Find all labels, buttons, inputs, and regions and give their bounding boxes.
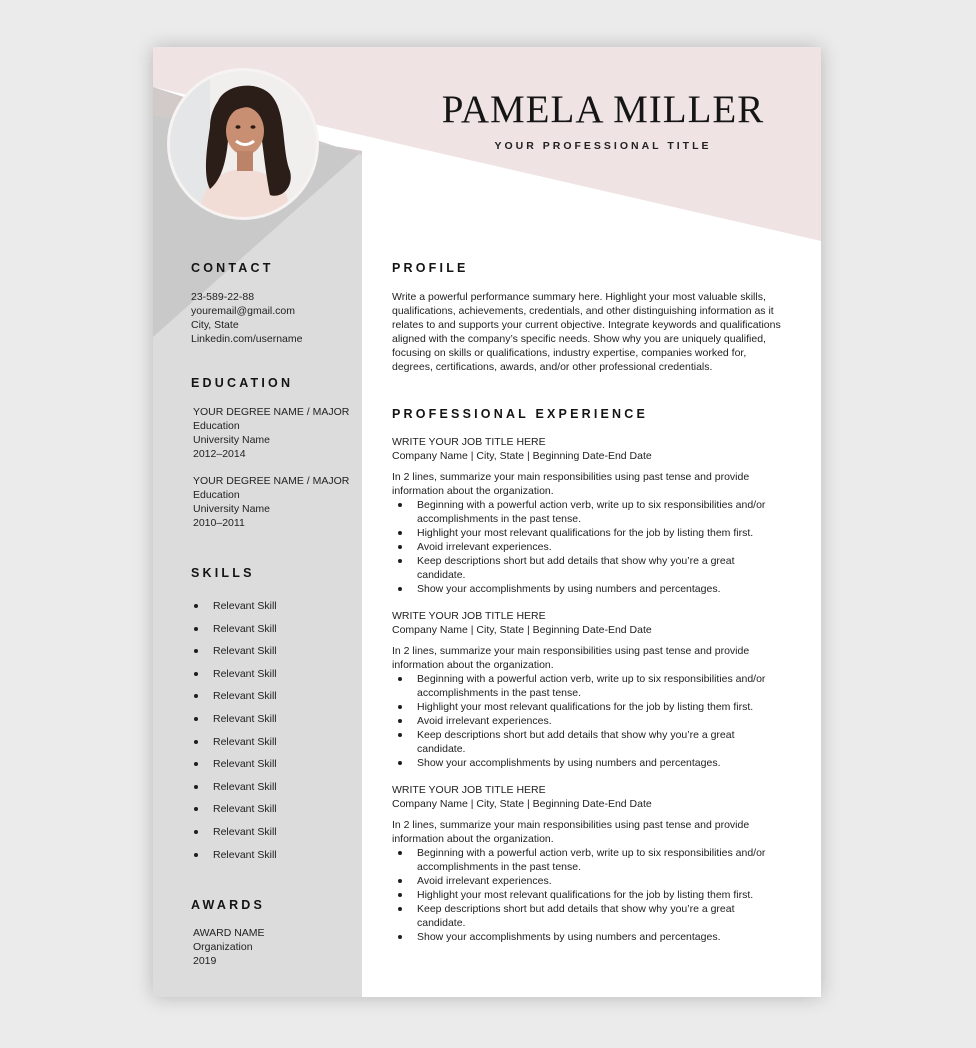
- award-year: 2019: [193, 955, 217, 968]
- skill-item: Relevant Skill: [191, 712, 361, 735]
- profile-photo: [170, 71, 316, 217]
- education-type: Education: [193, 420, 240, 432]
- profile-summary: Write a powerful performance summary here. Highlight your most valuable skills, qualifications, achievements, credentials, and other distinguishing information as it relates to and supports your current objective. Integrate keywords and qualifications aligned with the company’s specific needs. Show why you are uniquely qualified, focusing on skills or qualifications, industry expertise, companies worked for, degrees, certifications, awards, and/or other professional credentials.: [392, 291, 781, 373]
- bullet-item: Avoid irrelevant experiences.: [392, 714, 784, 728]
- bullet-item: Highlight your most relevant qualifications for the job by listing them first.: [392, 700, 784, 714]
- resume-page: [153, 47, 821, 997]
- bullet-item: Keep descriptions short but add details that show why you’re a great candidate.: [392, 554, 784, 582]
- bullet-item: Highlight your most relevant qualifications for the job by listing them first.: [392, 888, 784, 902]
- award-entry: [193, 926, 361, 968]
- education-heading: EDUCATION: [191, 376, 294, 390]
- job-title: WRITE YOUR JOB TITLE HERE: [392, 610, 546, 622]
- job-bullets: [392, 672, 784, 770]
- skill-item: Relevant Skill: [191, 802, 361, 825]
- skill-item: Relevant Skill: [191, 825, 361, 848]
- skill-item: Relevant Skill: [191, 780, 361, 803]
- job-entry: [392, 609, 784, 770]
- job-entry: [392, 435, 784, 596]
- bullet-item: Beginning with a powerful action verb, write up to six responsibilities and/or accomplishments in the past tense.: [392, 846, 784, 874]
- education-years: 2012–2014: [193, 448, 246, 460]
- contact-linkedin: Linkedin.com/username: [191, 333, 303, 345]
- skill-item: Relevant Skill: [191, 644, 361, 667]
- contact-section: [191, 261, 361, 346]
- contact-phone: 23-589-22-88: [191, 291, 255, 303]
- bullet-item: Show your accomplishments by using numbers and percentages.: [392, 582, 784, 596]
- left-column: [191, 261, 361, 968]
- awards-section: [191, 898, 361, 968]
- bullet-item: Highlight your most relevant qualifications for the job by listing them first.: [392, 526, 784, 540]
- degree-name: YOUR DEGREE NAME / MAJOR: [193, 475, 350, 487]
- profile-heading: PROFILE: [392, 261, 469, 275]
- skill-item: Relevant Skill: [191, 848, 361, 871]
- bullet-item: Keep descriptions short but add details that show why you’re a great candidate.: [392, 902, 784, 930]
- job-title: WRITE YOUR JOB TITLE HERE: [392, 436, 546, 448]
- experience-section: [392, 407, 784, 944]
- university-name: University Name: [193, 434, 271, 446]
- education-type: Education: [193, 489, 240, 501]
- award-organization: Organization: [193, 941, 253, 954]
- job-meta: Company Name | City, State | Beginning Date-End Date: [392, 798, 652, 810]
- job-meta: Company Name | City, State | Beginning Date-End Date: [392, 624, 652, 636]
- skill-item: Relevant Skill: [191, 599, 361, 622]
- skills-list: [191, 599, 361, 870]
- job-summary: In 2 lines, summarize your main responsibilities using past tense and provide information about the organization.: [392, 471, 750, 497]
- contact-email: youremail@gmail.com: [191, 305, 296, 317]
- award-name: AWARD NAME: [193, 927, 265, 940]
- skills-section: [191, 566, 361, 870]
- education-years: 2010–2011: [193, 517, 245, 529]
- degree-name: YOUR DEGREE NAME / MAJOR: [193, 406, 350, 418]
- job-summary: In 2 lines, summarize your main responsibilities using past tense and provide information about the organization.: [392, 819, 750, 845]
- job-bullets: [392, 498, 784, 596]
- education-entry: [193, 474, 361, 530]
- skill-item: Relevant Skill: [191, 735, 361, 758]
- experience-heading: PROFESSIONAL EXPERIENCE: [392, 407, 649, 421]
- candidate-name: PAMELA MILLER: [441, 88, 765, 131]
- education-entry: [193, 405, 361, 461]
- skill-item: Relevant Skill: [191, 689, 361, 712]
- right-column: [392, 261, 784, 944]
- skill-item: Relevant Skill: [191, 667, 361, 690]
- skill-item: Relevant Skill: [191, 622, 361, 645]
- skills-heading: SKILLS: [191, 566, 255, 580]
- bullet-item: Avoid irrelevant experiences.: [392, 874, 784, 888]
- bullet-item: Keep descriptions short but add details that show why you’re a great candidate.: [392, 728, 784, 756]
- portrait-image: [170, 71, 316, 217]
- contact-heading: CONTACT: [191, 261, 274, 275]
- job-summary: In 2 lines, summarize your main responsibilities using past tense and provide information about the organization.: [392, 645, 750, 671]
- profile-section: [392, 261, 784, 374]
- job-bullets: [392, 846, 784, 944]
- job-entry: [392, 783, 784, 944]
- university-name: University Name: [193, 503, 271, 515]
- job-title: WRITE YOUR JOB TITLE HERE: [392, 784, 546, 796]
- bullet-item: Show your accomplishments by using numbers and percentages.: [392, 756, 784, 770]
- awards-heading: AWARDS: [191, 898, 266, 913]
- contact-location: City, State: [191, 319, 239, 331]
- skill-item: Relevant Skill: [191, 757, 361, 780]
- bullet-item: Avoid irrelevant experiences.: [392, 540, 784, 554]
- professional-title: YOUR PROFESSIONAL TITLE: [494, 140, 712, 152]
- bullet-item: Beginning with a powerful action verb, write up to six responsibilities and/or accomplishments in the past tense.: [392, 498, 784, 526]
- education-section: [191, 376, 361, 530]
- bullet-item: Beginning with a powerful action verb, write up to six responsibilities and/or accomplishments in the past tense.: [392, 672, 784, 700]
- bullet-item: Show your accomplishments by using numbers and percentages.: [392, 930, 784, 944]
- job-meta: Company Name | City, State | Beginning Date-End Date: [392, 450, 652, 462]
